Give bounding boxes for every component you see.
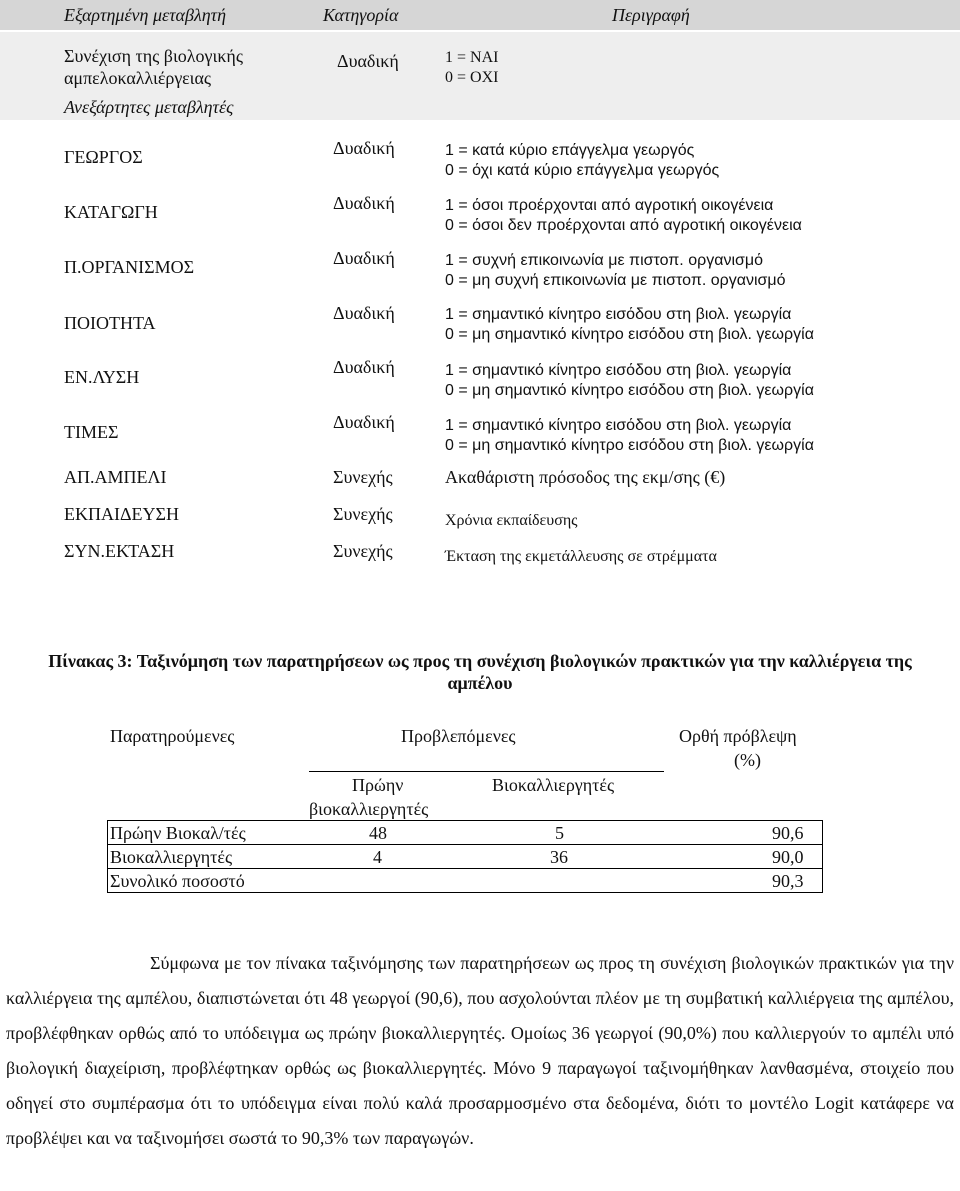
header-bottom-rule (107, 820, 823, 821)
var-desc1-times: 1 = σημαντικό κίνητρο εισόδου στη βιολ. γεωργία (445, 417, 792, 434)
var-desc1-en-lysi: 1 = σημαντικό κίνητρο εισόδου στη βιολ. γεωργία (445, 362, 792, 379)
paragraph-text: Σύμφωνα με τον πίνακα ταξινόμησης των παρατηρήσεων ως προς τη συνέχιση βιολογικών πρακτικών για την καλλιέργεια της αμπέλου, διαπιστώνεται ότι 48 γεωργοί (90,6), που ασχολούνται πλέον με τη συμβατική καλλιέργεια της αμπέλου, προβλέφθηκαν ορθώς από το υπόδειγμα ως πρώην βιοκαλλιεργητές. Ομοίως 36 γεωργοί (90,0%) που καλλιεργούν το αμπέλι υπό βιολογική διαχείριση, προβλέφτηκαν ορθώς ως βιοκαλλιεργητές. Μόνο 9 παραγωγοί ταξινομήθηκαν λανθασμένα, στοιχείο που οδηγεί στο συμπέρασμα ότι το υπόδειγμα είναι πολύ καλά προσαρμοσμένο στα δεδομένα, διότι το μοντέλο Logit κατάφερε να προβλέψει και να ταξινομήσει σωστά το 90,3% των παραγωγών. (6, 953, 954, 1148)
predicted-divider (309, 771, 664, 772)
var-desc-syn-ektasi: Έκταση της εκμετάλλευσης σε στρέμματα (445, 548, 717, 565)
var-name-times: ΤΙΜΕΣ (64, 422, 119, 442)
dependent-category: Δυαδική (337, 51, 399, 71)
var-desc2-katagogi: 0 = όσοι δεν προέρχονται από αγροτική οικογένεια (445, 217, 802, 234)
var-category-poiotita: Δυαδική (333, 303, 395, 323)
var-category-en-lysi: Δυαδική (333, 357, 395, 377)
header-description: Περιγραφή (612, 5, 690, 25)
var-name-syn-ektasi: ΣΥΝ.ΕΚΤΑΣΗ (64, 541, 175, 561)
row-total-correct: 90,3 (772, 871, 804, 891)
header-variable: Εξαρτημένη μεταβλητή (64, 5, 227, 25)
var-category-times: Δυαδική (333, 412, 395, 432)
var-desc2-times: 0 = μη σημαντικό κίνητρο εισόδου στη βιολ. γεωργία (445, 437, 814, 454)
var-category-georgos: Δυαδική (333, 138, 395, 158)
var-name-p-organismos: Π.ΟΡΓΑΝΙΣΜΟΣ (64, 257, 195, 277)
table-caption: Πίνακας 3: Ταξινόμηση των παρατηρήσεων ως προς τη συνέχιση βιολογικών πρακτικών για την καλλιέργεια της αμπέλου (48, 651, 912, 693)
var-name-katagogi: ΚΑΤΑΓΩΓΗ (64, 202, 158, 222)
row-organic-correct: 90,0 (772, 847, 804, 867)
var-desc-ap-ampeli: Ακαθάριστη πρόσοδος της εκμ/σης (€) (445, 467, 726, 487)
correct-header-line1: Ορθή πρόβλεψη (679, 726, 797, 746)
observed-header: Παρατηρούμενες (110, 726, 235, 746)
dependent-desc-line1: 1 = ΝΑΙ (445, 49, 499, 66)
var-desc1-p-organismos: 1 = συχνή επικοινωνία με πιστοπ. οργανισμό (445, 252, 763, 269)
var-name-georgos: ΓΕΩΡΓΟΣ (64, 147, 143, 167)
var-desc2-p-organismos: 0 = μη συχνή επικοινωνία με πιστοπ. οργανισμό (445, 272, 786, 289)
var-desc2-en-lysi: 0 = μη σημαντικό κίνητρο εισόδου στη βιολ. γεωργία (445, 382, 814, 399)
var-desc-ekpaideusi: Χρόνια εκπαίδευσης (445, 512, 578, 529)
row-former-organic: 5 (555, 823, 564, 843)
dependent-name-line2: αμπελοκαλλιέργειας (64, 68, 212, 88)
table-left-rule (107, 820, 108, 893)
row-label-total: Συνολικό ποσοστό (110, 871, 245, 891)
sub-former-line1: Πρώην (352, 775, 404, 795)
row-label-former: Πρώην Βιοκαλ/τές (110, 823, 246, 843)
var-category-syn-ektasi: Συνεχής (333, 541, 393, 561)
var-name-poiotita: ΠΟΙΟΤΗΤΑ (64, 313, 156, 333)
row-rule-1 (107, 844, 823, 845)
row-organic-count: 36 (550, 847, 568, 867)
var-desc1-georgos: 1 = κατά κύριο επάγγελμα γεωργός (445, 142, 695, 159)
var-category-katagogi: Δυαδική (333, 193, 395, 213)
var-desc1-katagogi: 1 = όσοι προέρχονται από αγροτική οικογένεια (445, 197, 774, 214)
var-name-en-lysi: ΕΝ.ΛΥΣΗ (64, 367, 140, 387)
var-category-ekpaideusi: Συνεχής (333, 504, 393, 524)
predicted-header: Προβλεπόμενες (401, 726, 516, 746)
row-label-organic: Βιοκαλλιεργητές (110, 847, 233, 867)
var-name-ekpaideusi: ΕΚΠΑΙΔΕΥΣΗ (64, 504, 180, 524)
body-paragraph (6, 946, 954, 1156)
var-desc2-poiotita: 0 = μη σημαντικό κίνητρο εισόδου στη βιολ. γεωργία (445, 326, 814, 343)
var-desc2-georgos: 0 = όχι κατά κύριο επάγγελμα γεωργός (445, 162, 720, 179)
var-category-ap-ampeli: Συνεχής (333, 467, 393, 487)
var-name-ap-ampeli: ΑΠ.ΑΜΠΕΛΙ (64, 467, 167, 487)
row-rule-2 (107, 868, 823, 869)
correct-header-line2: (%) (734, 750, 761, 770)
var-desc1-poiotita: 1 = σημαντικό κίνητρο εισόδου στη βιολ. γεωργία (445, 306, 792, 323)
sub-former-line2: βιοκαλλιεργητές (309, 799, 429, 819)
var-category-p-organismos: Δυαδική (333, 248, 395, 268)
table-bottom-rule (107, 892, 823, 893)
table-right-rule (822, 820, 823, 893)
dependent-name-line1: Συνέχιση της βιολογικής (64, 46, 243, 66)
row-organic-former: 4 (373, 847, 382, 867)
dependent-desc-line2: 0 = ΟΧΙ (445, 69, 499, 86)
independent-heading: Ανεξάρτητες μεταβλητές (64, 97, 234, 117)
row-former-count: 48 (369, 823, 387, 843)
row-former-correct: 90,6 (772, 823, 804, 843)
sub-organic: Βιοκαλλιεργητές (492, 775, 615, 795)
header-category: Κατηγορία (323, 5, 399, 25)
